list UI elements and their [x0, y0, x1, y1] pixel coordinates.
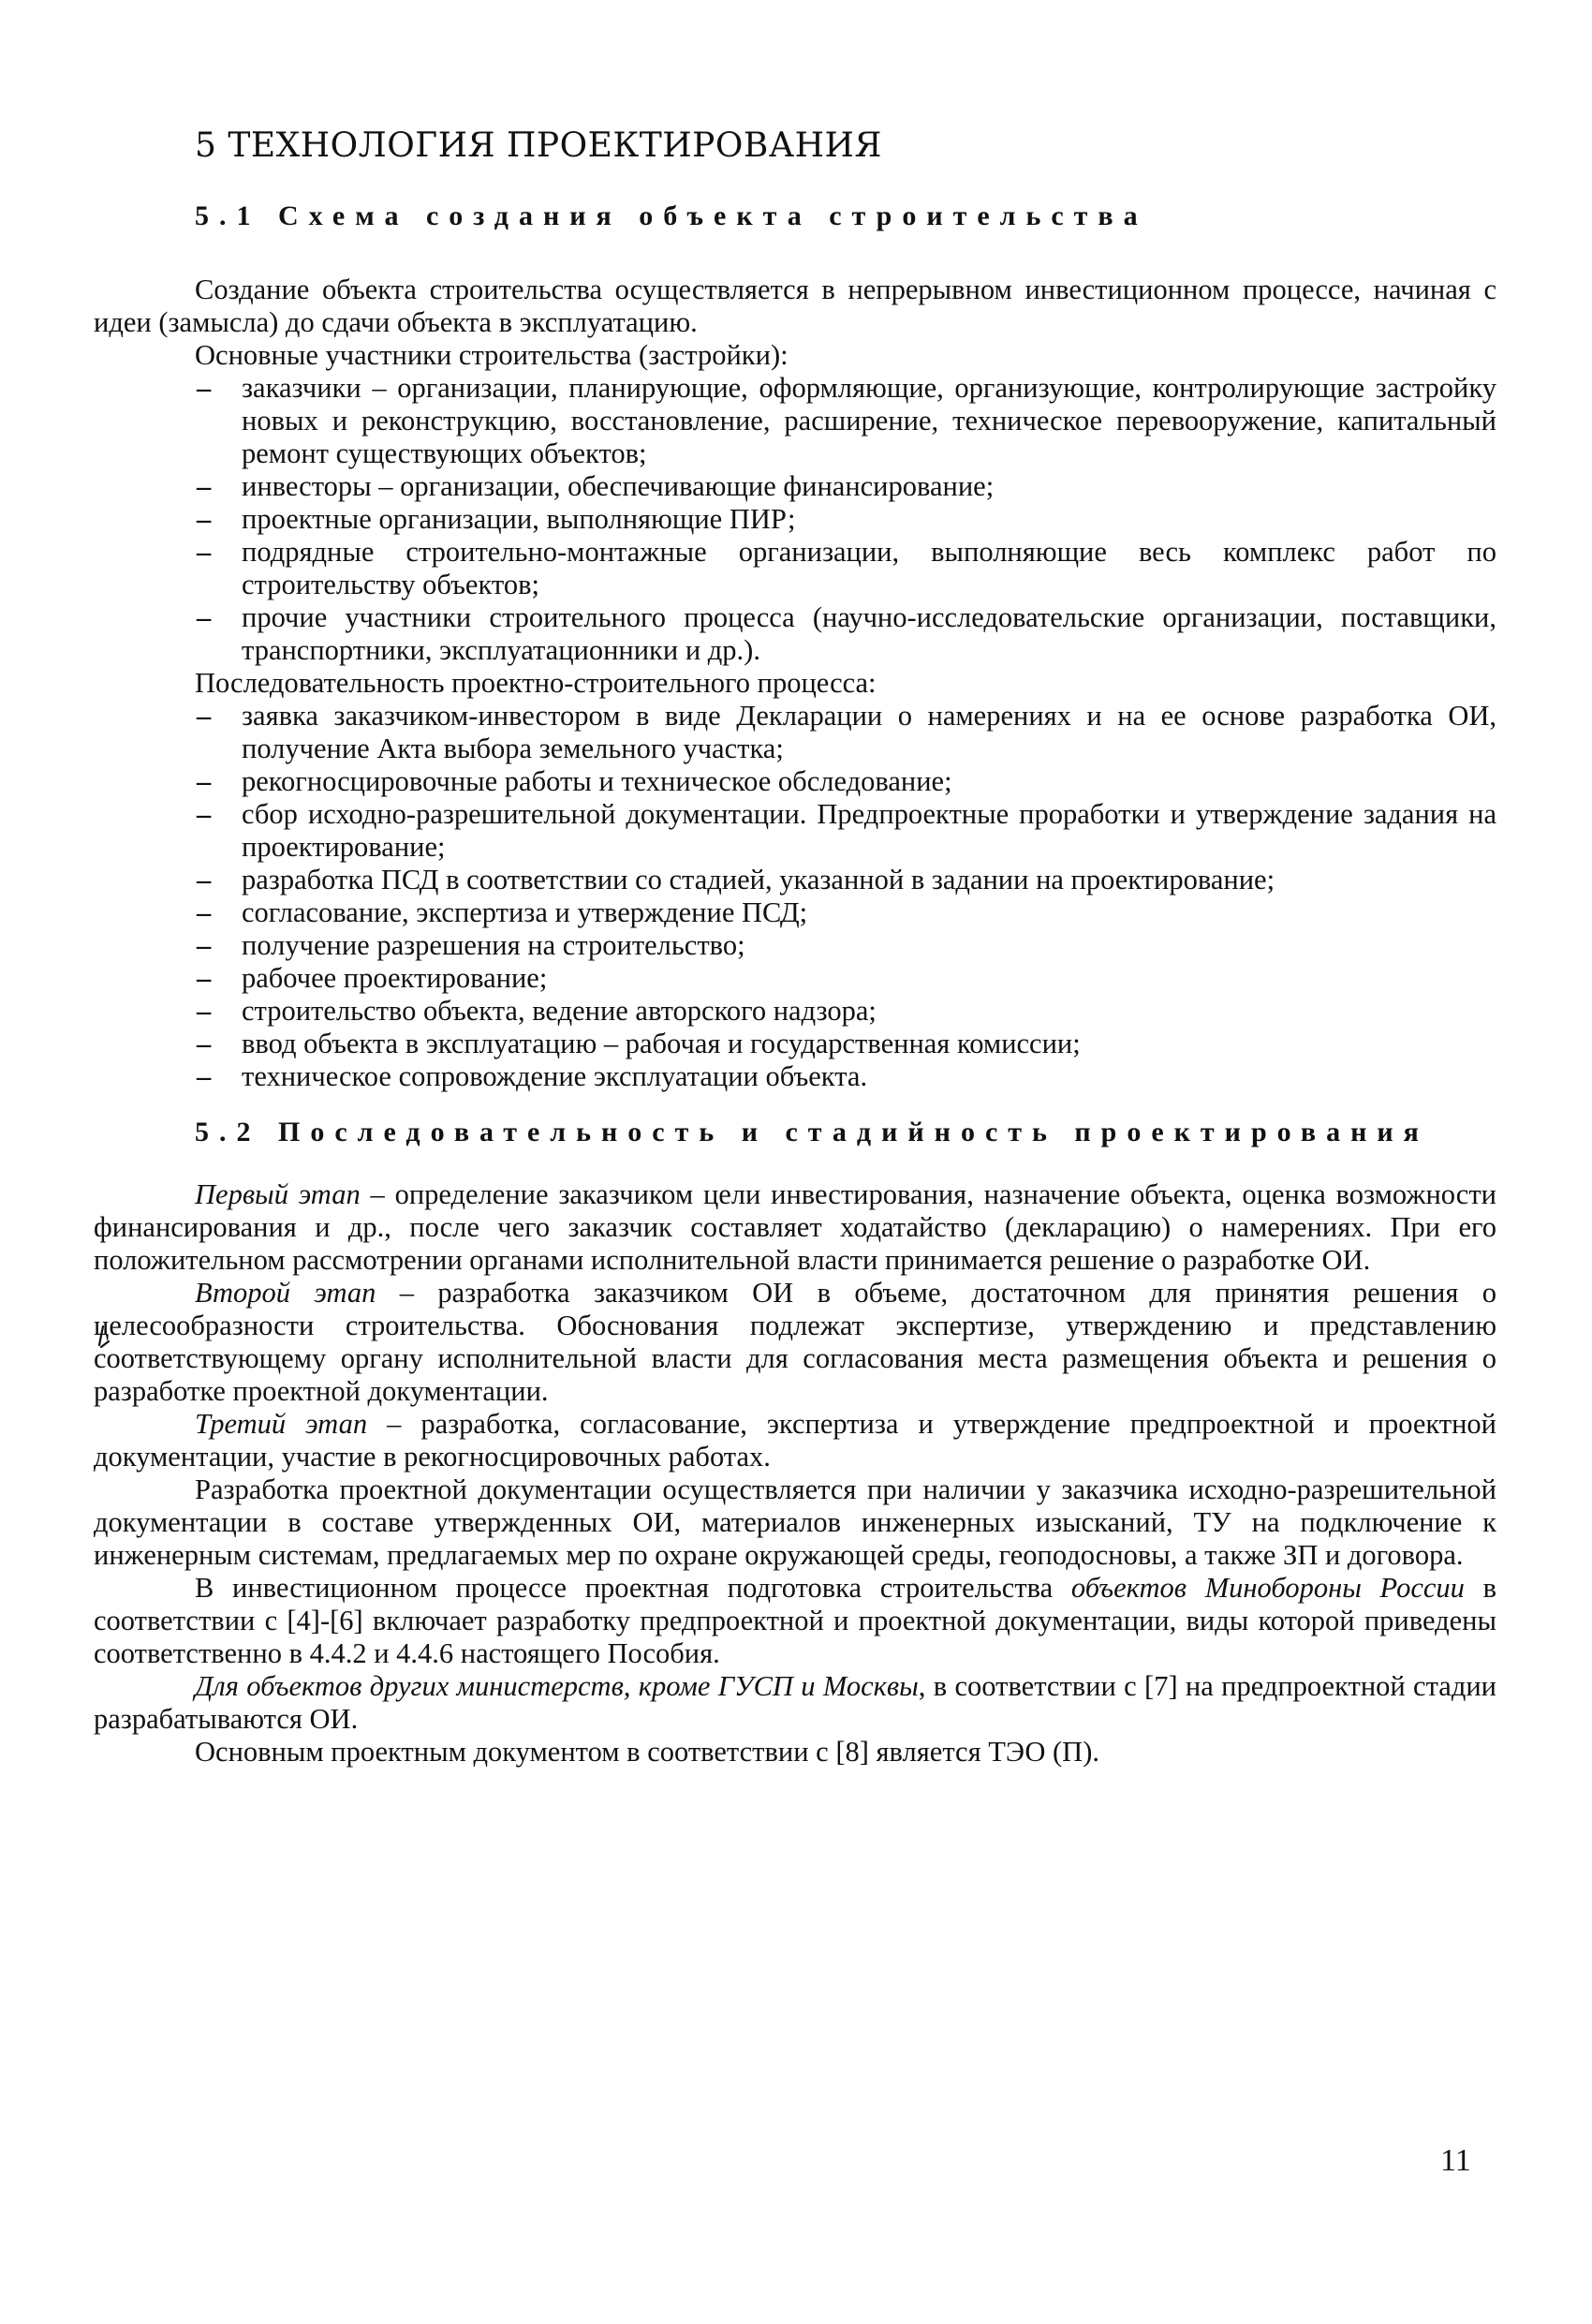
- list-item-text: разработка ПСД в соответствии со стадией, указанной в задании на проектирование;: [242, 864, 1275, 896]
- list-item: [94, 1060, 1496, 1093]
- mod-text-a: В инвестиционном процессе проектная подготовка строительства: [195, 1572, 1071, 1604]
- list-item-text: подрядные строительно-монтажные организации, выполняющие весь комплекс работ по строительству объектов;: [242, 536, 1496, 600]
- list-item: [94, 962, 1496, 995]
- stage1-paragraph: [94, 1178, 1496, 1277]
- list-item: [94, 536, 1496, 601]
- dash-bullet: –: [197, 798, 212, 830]
- stage2-text: – разработка заказчиком ОИ в объеме, достаточном для принятия решения о целесообразности строительства. Обоснования подлежат экспертизе, утверждению и представлению соответствующему органу исполнительной власти для согласования места размещения объекта и решения о разработке проектной документации.: [94, 1277, 1496, 1407]
- participants-heading: Основные участники строительства (застройки):: [195, 339, 789, 371]
- list-item-text: рекогносцировочные работы и техническое обследование;: [242, 765, 952, 797]
- handwritten-mark: [94, 1323, 118, 1351]
- mod-text-b: в соответствии с [4]-[6] включает разработку предпроектной и проектной документации, виды которой приведены соответственно в 4.4.2 и 4.4.6 настоящего Пособия.: [94, 1572, 1496, 1669]
- other-ministries-text: , в соответствии с [7] на предпроектной стадии разрабатываются ОИ.: [94, 1670, 1496, 1735]
- dash-bullet: –: [197, 470, 212, 502]
- list-item-text: ввод объекта в эксплуатацию – рабочая и государственная комиссии;: [242, 1028, 1081, 1059]
- list-item: [94, 798, 1496, 864]
- list-item: [94, 700, 1496, 765]
- list-item: [94, 372, 1496, 470]
- list-item: [94, 929, 1496, 962]
- list-item-text: заявка заказчиком-инвестором в виде Декларации о намерениях и на ее основе разработка ОИ, получение Акта выбора земельного участка;: [242, 700, 1496, 764]
- stage2-paragraph: [94, 1277, 1496, 1408]
- dash-bullet: –: [197, 929, 212, 961]
- list-item: [94, 896, 1496, 929]
- dash-bullet: –: [197, 864, 212, 896]
- list-item: [94, 503, 1496, 536]
- list-item: [94, 601, 1496, 667]
- list-item: [94, 995, 1496, 1028]
- list-item-text: рабочее проектирование;: [242, 962, 548, 994]
- dash-bullet: –: [197, 765, 212, 797]
- stage3-text: – разработка, согласование, экспертиза и утверждение предпроектной и проектной документации, участие в рекогносцировочных работах.: [94, 1408, 1496, 1473]
- list-item-text: сбор исходно-разрешительной документации. Предпроектные проработки и утверждение задания на проектирование;: [242, 798, 1496, 863]
- dash-bullet: –: [197, 1028, 212, 1059]
- page-number: 11: [1440, 2143, 1471, 2178]
- list-item-text: строительство объекта, ведение авторского надзора;: [242, 995, 877, 1027]
- section-title-5-2: 5.2 Последовательность и стадийность проектирования: [195, 1117, 1429, 1147]
- list-item: [94, 470, 1496, 503]
- section-title-5-1: 5.1 Схема создания объекта строительства: [195, 200, 1148, 231]
- dash-bullet: –: [197, 700, 212, 732]
- dash-bullet: –: [197, 896, 212, 928]
- stage2-label: Второй этап: [195, 1277, 376, 1309]
- list-item-text: техническое сопровождение эксплуатации объекта.: [242, 1060, 868, 1092]
- dash-bullet: –: [197, 372, 212, 404]
- intro-paragraph: Создание объекта строительства осуществляется в непрерывном инвестиционном процессе, начиная с идеи (замысла) до сдачи объекта в эксплуатацию.: [94, 274, 1496, 338]
- mod-objects-italic: объектов Минобороны России: [1070, 1572, 1465, 1604]
- sequence-heading: Последовательность проектно-строительного процесса:: [195, 667, 877, 699]
- list-item-text: проектные организации, выполняющие ПИР;: [242, 503, 796, 535]
- page-content: [94, 126, 1496, 1769]
- development-paragraph: Разработка проектной документации осуществляется при наличии у заказчика исходно-разрешительной документации в составе утвержденных ОИ, материалов инженерных изысканий, ТУ на подключение к инженерным системам, предлагаемых мер по охране окружающей среды, геоподосновы, а также ЗП и договора.: [94, 1473, 1496, 1571]
- list-item-text: инвесторы – организации, обеспечивающие финансирование;: [242, 470, 995, 502]
- mod-objects-paragraph: [94, 1572, 1496, 1670]
- main-document-paragraph: Основным проектным документом в соответствии с [8] является ТЭО (П).: [195, 1736, 1099, 1768]
- dash-bullet: –: [197, 536, 212, 568]
- stage1-text: – определение заказчиком цели инвестирования, назначение объекта, оценка возможности финансирования и др., после чего заказчик составляет ходатайство (декларацию) о намерениях. При его положительном рассмотрении органами исполнительной власти принимается решение о разработке ОИ.: [94, 1178, 1496, 1276]
- chapter-title: 5 ТЕХНОЛОГИЯ ПРОЕКТИРОВАНИЯ: [195, 126, 882, 165]
- dash-bullet: –: [197, 503, 212, 535]
- list-item-text: согласование, экспертиза и утверждение ПСД;: [242, 896, 808, 928]
- dash-bullet: –: [197, 962, 212, 994]
- participants-list: [94, 372, 1496, 667]
- stage3-label: Третий этап: [195, 1408, 368, 1440]
- list-item: [94, 1028, 1496, 1060]
- list-item-text: прочие участники строительного процесса (научно-исследовательские организации, поставщики, транспортники, эксплуатационники и др.).: [242, 601, 1496, 666]
- dash-bullet: –: [197, 995, 212, 1027]
- other-ministries-italic: Для объектов других министерств, кроме ГУСП и Москвы: [195, 1670, 919, 1702]
- list-item-text: заказчики – организации, планирующие, оформляющие, организующие, контролирующие застройку новых и реконструкцию, восстановление, расширение, техническое перевооружение, капитальный ремонт существующих объектов;: [242, 372, 1496, 469]
- dash-bullet: –: [197, 1060, 212, 1092]
- stage1-label: Первый этап: [195, 1178, 361, 1210]
- list-item-text: получение разрешения на строительство;: [242, 929, 745, 961]
- list-item: [94, 864, 1496, 896]
- dash-bullet: –: [197, 601, 212, 633]
- other-ministries-paragraph: [94, 1670, 1496, 1736]
- sequence-list: [94, 700, 1496, 1093]
- list-item: [94, 765, 1496, 798]
- stage3-paragraph: [94, 1408, 1496, 1473]
